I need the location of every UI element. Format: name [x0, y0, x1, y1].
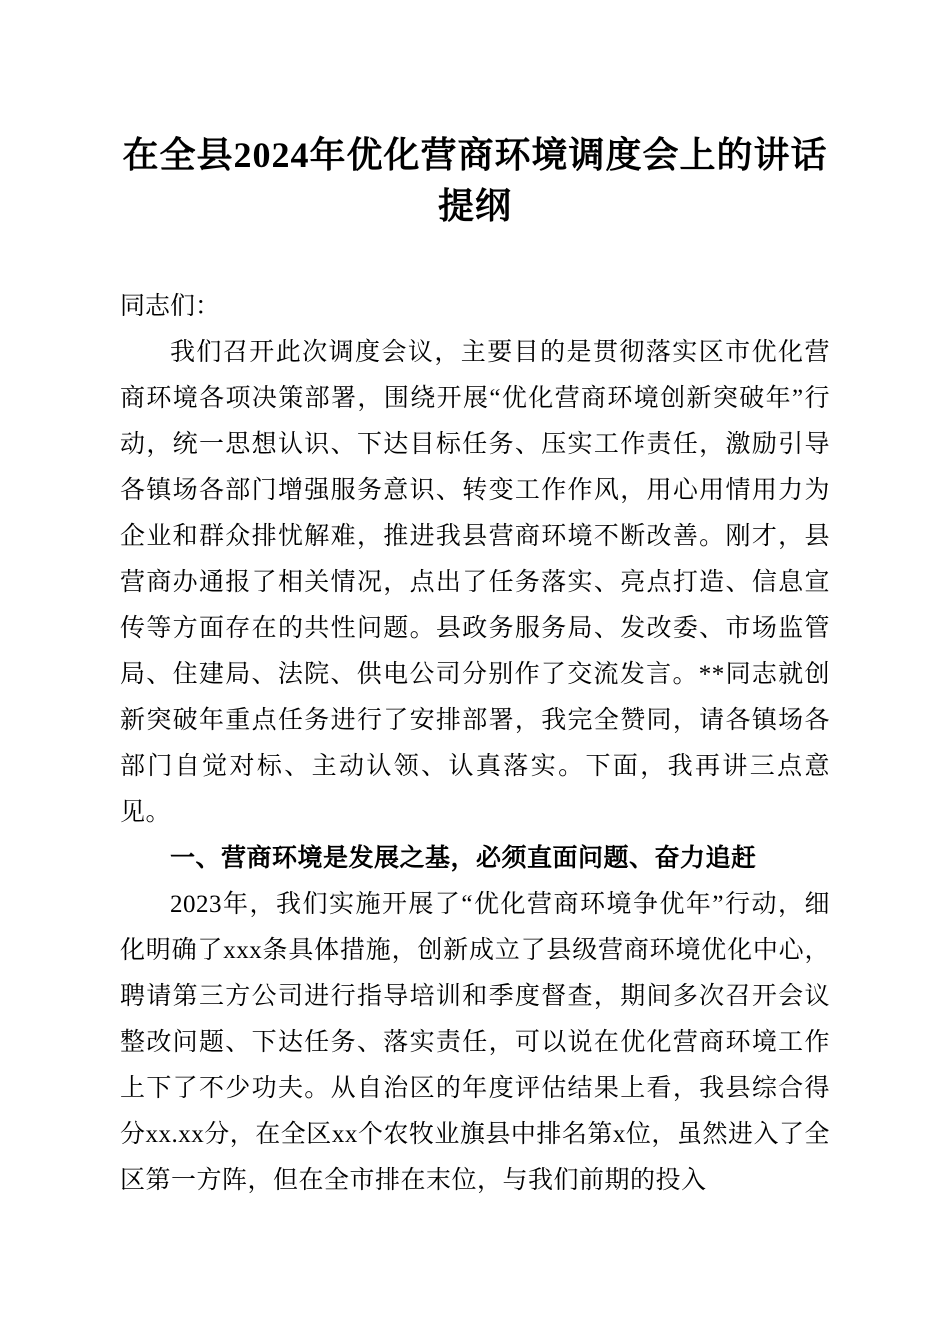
paragraph-intro: 我们召开此次调度会议，主要目的是贯彻落实区市优化营商环境各项决策部署，围绕开展“优化营商环境创新突破年”行动，统一思想认识、下达目标任务、压实工作责任，激励引导各镇场各部门增强服务意识、转变工作作风，用心用情用力为企业和群众排忧解难，推进我县营商环境不断改善。刚才，县营商办通报了相关情况，点出了任务落实、亮点打造、信息宣传等方面存在的共性问题。县政务服务局、发改委、市场监管局、住建局、法院、供电公司分别作了交流发言。**同志就创新突破年重点任务进行了安排部署，我完全赞同，请各镇场各部门自觉对标、主动认领、认真落实。下面，我再讲三点意见。: [120, 339, 830, 827]
section-heading-1: 一、营商环境是发展之基，必须直面问题、奋力追赶: [170, 845, 757, 873]
paragraph-section-1: 2023年，我们实施开展了“优化营商环境争优年”行动，细化明确了xxx条具体措施，创新成立了县级营商环境优化中心，聘请第三方公司进行指导培训和季度督查，期间多次召开会议整改问题、下达任务、落实责任，可以说在优化营商环境工作上下了不少功夫。从自治区的年度评估结果上看，我县综合得分xx.xx分，在全区xx个农牧业旗县中排名第x位，虽然进入了全区第一方阵，但在全市排在末位，与我们前期的投入: [120, 891, 830, 1195]
document-title: 在全县2024年优化营商环境调度会上的讲话提纲: [122, 135, 828, 227]
salutation-line: 同志们：: [120, 293, 221, 321]
